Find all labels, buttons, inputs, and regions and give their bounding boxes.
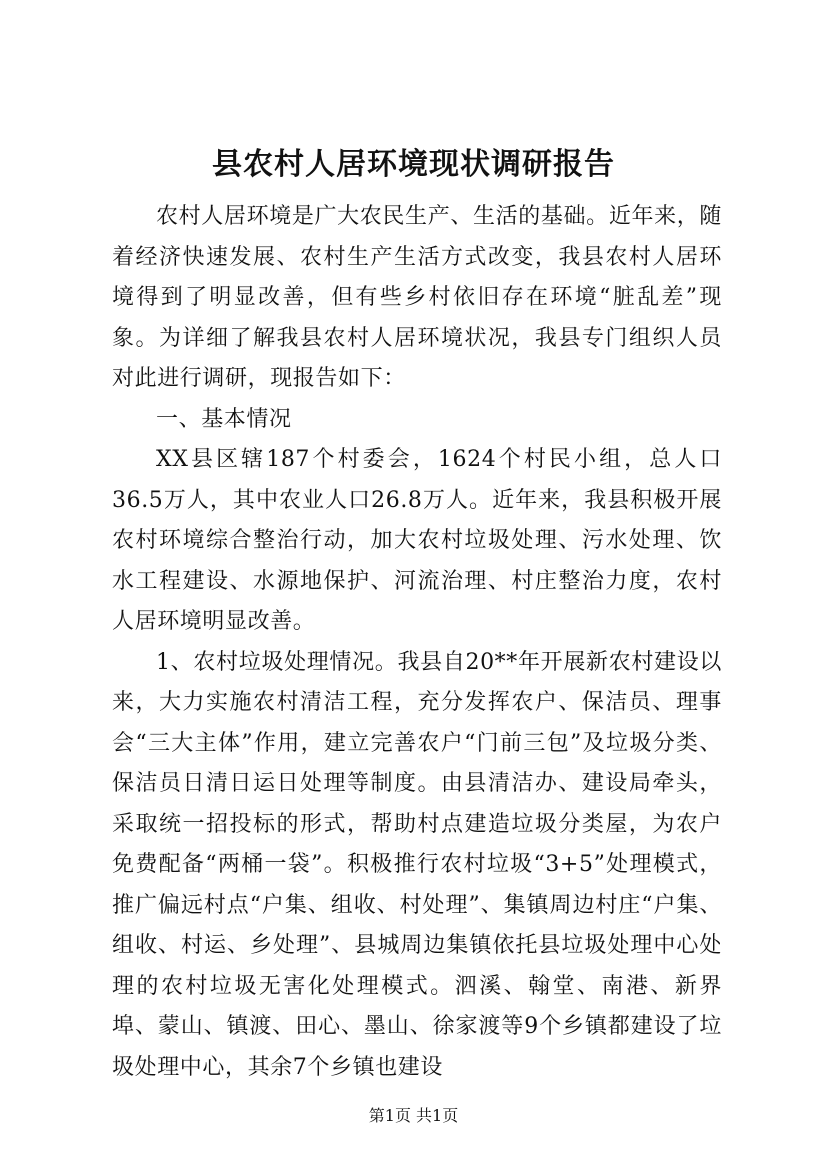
document-body bbox=[112, 197, 722, 1088]
page-footer: 第1页 共1页 bbox=[368, 1106, 459, 1125]
intro-paragraph: 农村人居环境是广大农民生产、生活的基础。近年来，随着经济快速发展、农村生产生活方式改变，我县农村人居环境得到了明显改善，但有些乡村依旧存在环境“脏乱差”现象。为详细了解我县农村人居环境状况，我县专门组织人员对此进行调研，现报告如下： bbox=[112, 204, 722, 391]
document-title: 县农村人居环境现状调研报告 bbox=[212, 147, 615, 182]
basic-situation-paragraph: XX县区辖187个村委会，1624个村民小组，总人口36.5万人，其中农业人口26.8万人。近年来，我县积极开展农村环境综合整治行动，加大农村垃圾处理、污水处理、饮水工程建设、水源地保护、河流治理、村庄整治力度，农村人居环境明显改善。 bbox=[112, 447, 722, 634]
garbage-treatment-paragraph: 1、农村垃圾处理情况。我县自20**年开展新农村建设以来，大力实施农村清洁工程，充分发挥农户、保洁员、理事会“三大主体”作用，建立完善农户“门前三包”及垃圾分类、保洁员日清日运日处理等制度。由县清洁办、建设局牵头，采取统一招投标的形式，帮助村点建造垃圾分类屋，为农户免费配备“两桶一袋”。积极推行农村垃圾“3+5”处理模式，推广偏远村点“户集、组收、村处理”、集镇周边村庄“户集、组收、村运、乡处理”、县城周边集镇依托县垃圾处理中心处理的农村垃圾无害化处理模式。泗溪、翰堂、南港、新界埠、蒙山、镇渡、田心、墨山、徐家渡等9个乡镇都建设了垃圾处理中心，其余7个乡镇也建设 bbox=[112, 649, 722, 1080]
section-heading: 一、基本情况 bbox=[156, 406, 292, 432]
